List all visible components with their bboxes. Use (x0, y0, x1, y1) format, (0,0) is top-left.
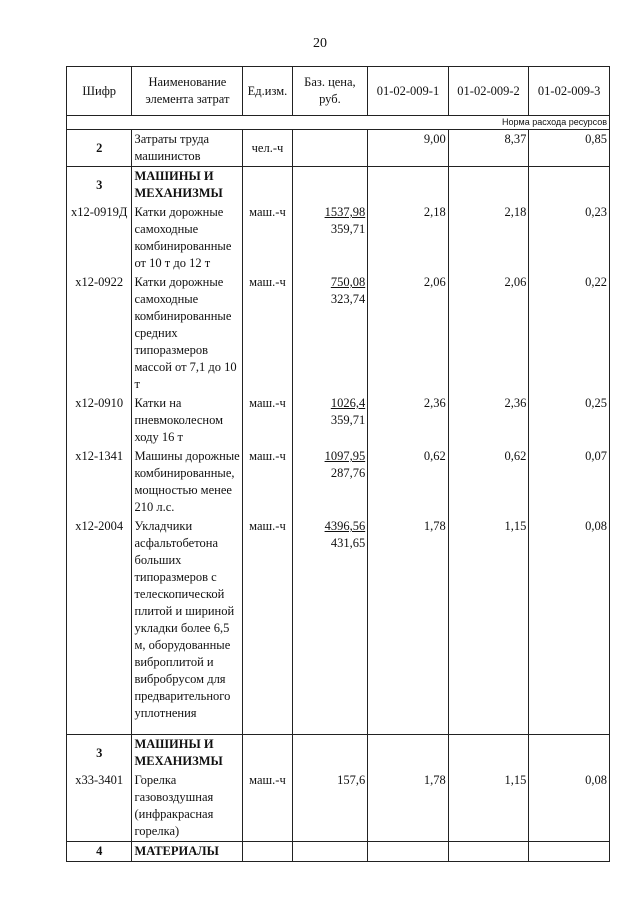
row-price (292, 517, 368, 735)
table-row (67, 394, 610, 447)
header-name: Наименование элемента затрат (132, 67, 243, 116)
section-title: МАШИНЫ И МЕХАНИЗМЫ (132, 735, 243, 772)
row-price (292, 447, 368, 517)
price-bottom: 359,71 (330, 413, 366, 427)
row-code: 2 (67, 130, 132, 167)
table-row (67, 517, 610, 735)
row-name: Катки на пневмоколесном ходу 16 т (132, 394, 243, 447)
row-code: х12-0919Д (67, 203, 132, 273)
row-norm-1: 9,00 (368, 130, 449, 167)
row-norm-1: 1,78 (368, 517, 449, 735)
row-code: х33-3401 (67, 771, 132, 842)
row-norm-1: 0,62 (368, 447, 449, 517)
price-bottom: 323,74 (330, 292, 366, 306)
row-price (292, 130, 368, 167)
row-norm-1: 2,36 (368, 394, 449, 447)
row-name: Катки дорожные самоходные комбинированные от 10 т до 12 т (132, 203, 243, 273)
header-norm-1: 01-02-009-1 (368, 67, 449, 116)
resource-norms-table (66, 66, 610, 862)
row-norm-1: 1,78 (368, 771, 449, 842)
price-top: 750,08 (330, 275, 366, 289)
row-unit: маш.-ч (243, 771, 292, 842)
row-norm-2: 0,62 (448, 447, 529, 517)
row-name: Укладчики асфальтобетона больших типоразмеров с телескопической плитой и шириной укладки более 6,5 м, оборудованные виброплитой и вибробрусом для предварительного уплотнения (132, 517, 243, 735)
section-row (67, 735, 610, 772)
table-row (67, 447, 610, 517)
header-unit: Ед.изм. (243, 67, 292, 116)
row-norm-2: 2,36 (448, 394, 529, 447)
row-norm-3: 0,22 (529, 273, 610, 394)
row-code: х12-1341 (67, 447, 132, 517)
header-norm-3: 01-02-009-3 (529, 67, 610, 116)
section-code: 4 (67, 842, 132, 862)
row-unit: маш.-ч (243, 203, 292, 273)
row-name: Катки дорожные самоходные комбинированные средних типоразмеров массой от 7,1 до 10 т (132, 273, 243, 394)
row-name: Горелка газовоздушная (инфракрасная горелка) (132, 771, 243, 842)
table-row (67, 273, 610, 394)
price-top: 1097,95 (324, 449, 366, 463)
table-row (67, 203, 610, 273)
row-norm-3: 0,23 (529, 203, 610, 273)
row-norm-2: 1,15 (448, 771, 529, 842)
row-norm-3: 0,07 (529, 447, 610, 517)
row-norm-3: 0,08 (529, 771, 610, 842)
row-norm-2: 2,06 (448, 273, 529, 394)
section-row (67, 167, 610, 204)
row-unit: маш.-ч (243, 517, 292, 735)
table-row (67, 771, 610, 842)
section-title: МАШИНЫ И МЕХАНИЗМЫ (132, 167, 243, 204)
table-row (67, 130, 610, 167)
row-unit: маш.-ч (243, 394, 292, 447)
section-code: 3 (67, 167, 132, 204)
row-name: Машины дорожные комбинированные, мощностью менее 210 л.с. (132, 447, 243, 517)
section-code: 3 (67, 735, 132, 772)
table-header-row (67, 67, 610, 116)
price-bottom: 359,71 (330, 222, 366, 236)
page-number: 20 (313, 36, 327, 51)
row-norm-1: 2,06 (368, 273, 449, 394)
row-code: х12-2004 (67, 517, 132, 735)
row-norm-2: 8,37 (448, 130, 529, 167)
norm-label: Норма расхода ресурсов (67, 116, 610, 130)
price-top: 1537,98 (324, 205, 366, 219)
norm-label-row (67, 116, 610, 130)
price-top: 1026,4 (330, 396, 366, 410)
row-norm-3: 0,25 (529, 394, 610, 447)
header-code: Шифр (67, 67, 132, 116)
header-norm-2: 01-02-009-2 (448, 67, 529, 116)
row-price (292, 394, 368, 447)
row-norm-1: 2,18 (368, 203, 449, 273)
row-norm-2: 1,15 (448, 517, 529, 735)
row-code: х12-0910 (67, 394, 132, 447)
row-norm-2: 2,18 (448, 203, 529, 273)
section-title: МАТЕРИАЛЫ (132, 842, 243, 862)
row-name: Затраты труда машинистов (132, 130, 243, 167)
row-unit: чел.-ч (243, 130, 292, 167)
row-price: 157,6 (292, 771, 368, 842)
price-top: 4396,56 (324, 519, 366, 533)
section-row (67, 842, 610, 862)
header-price: Баз. цена, руб. (292, 67, 368, 116)
price-bottom: 287,76 (330, 466, 366, 480)
row-unit: маш.-ч (243, 447, 292, 517)
row-norm-3: 0,08 (529, 517, 610, 735)
row-norm-3: 0,85 (529, 130, 610, 167)
row-code: х12-0922 (67, 273, 132, 394)
row-price (292, 273, 368, 394)
price-bottom: 431,65 (330, 536, 366, 550)
row-unit: маш.-ч (243, 273, 292, 394)
row-price (292, 203, 368, 273)
